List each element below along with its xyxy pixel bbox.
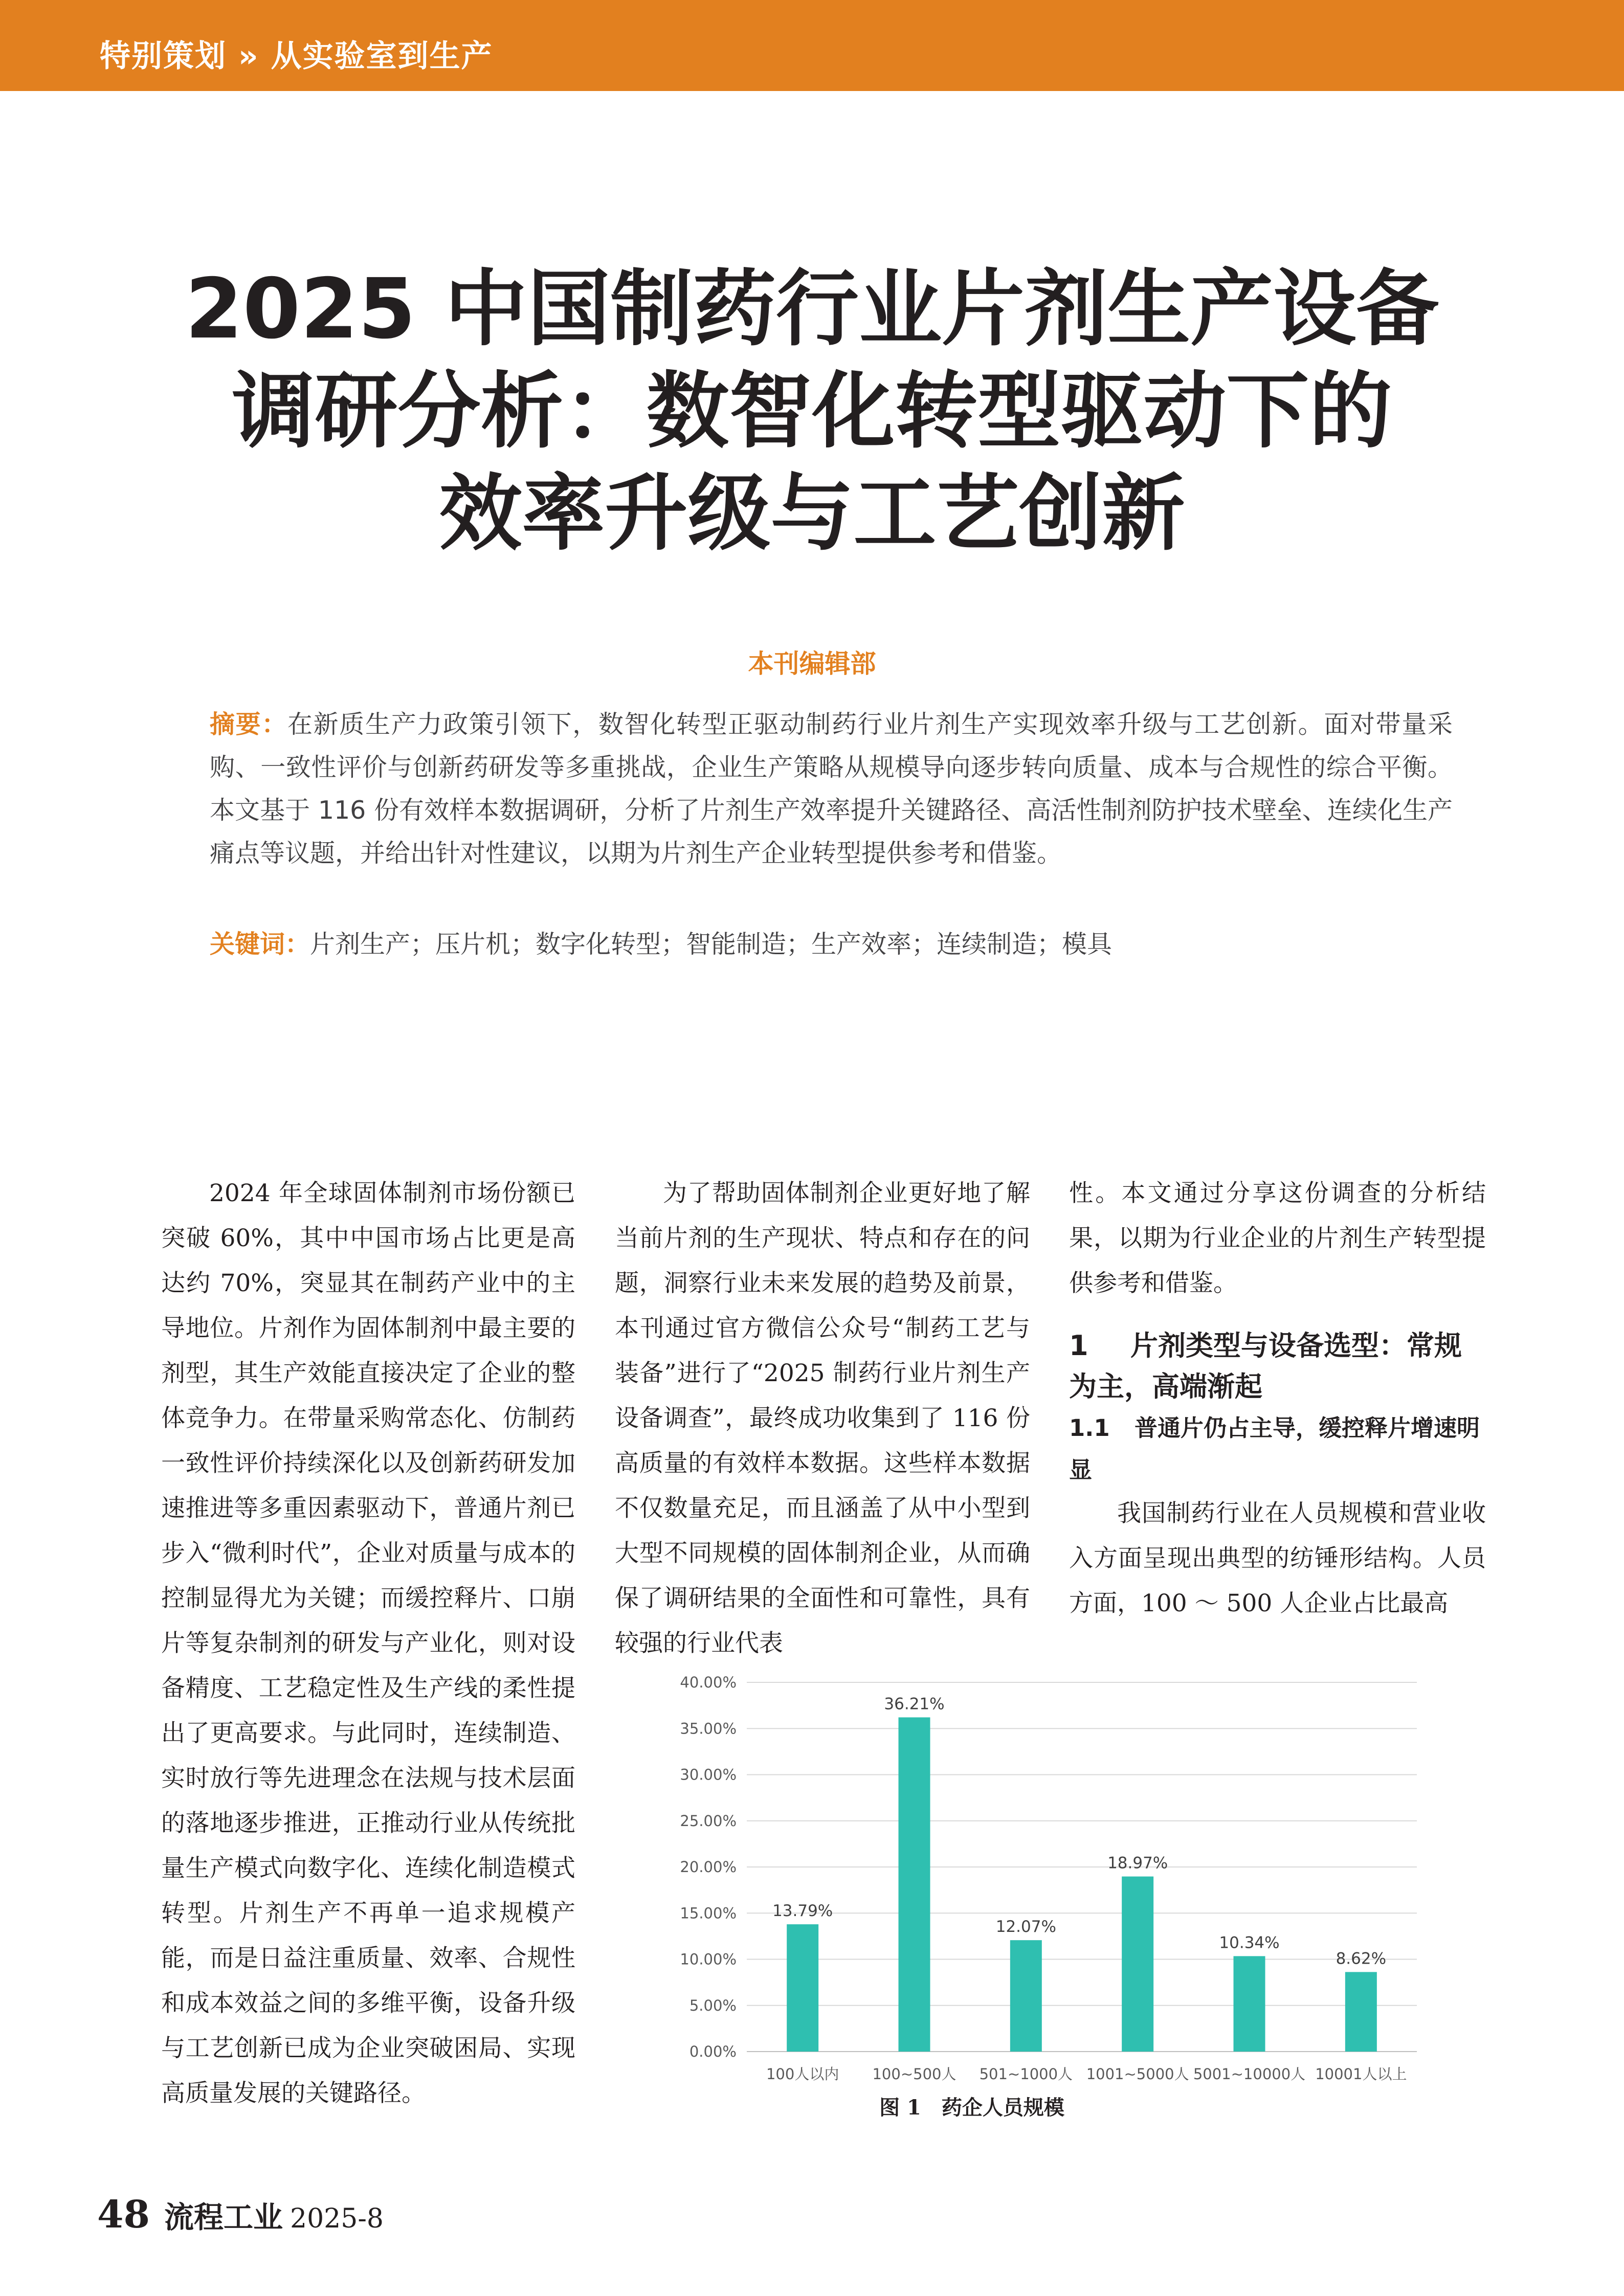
- body-column-2: [615, 1171, 1030, 1666]
- section-heading-text: 片剂类型与设备选型：常规为主，高端渐起: [1069, 1330, 1462, 1403]
- magazine-name: 流程工业: [164, 2200, 283, 2235]
- section-topic: 从实验室到生产: [271, 38, 493, 74]
- paragraph: 为了帮助固体制剂企业更好地了解当前片剂的生产现状、特点和存在的问题，洞察行业未来发展的趋势及前景，本刊通过官方微信公众号“制药工艺与装备”进行了“2025 制药行业片剂生产设备调查”，最终成功收集到了 116 份高质量的有效样本数据。这些样本数据不仅数量充足，而且涵盖了从中小型到大型不同规模的固体制剂企业，从而确保了调研结果的全面性和可靠性，具有较强的行业代表: [615, 1179, 1030, 1657]
- subsection-heading: [1069, 1407, 1486, 1491]
- keywords-label: 关键词：: [210, 930, 310, 959]
- title-line-3: 效率升级与工艺创新: [439, 466, 1185, 562]
- x-tick-label: 501~1000人: [979, 2065, 1073, 2083]
- chart-x-ticks: [766, 2065, 1407, 2083]
- chart-caption: 图 1 药企人员规模: [879, 2096, 1064, 2120]
- title-line-2: 调研分析：数智化转型驱动下的: [232, 364, 1392, 460]
- paragraph: 我国制药行业在人员规模和营业收入方面呈现出典型的纺锤形结构。人员方面，100 ～ 500 人企业占比最高: [1069, 1499, 1486, 1617]
- title-line-1: 2025 中国制药行业片剂生产设备: [185, 261, 1439, 357]
- bar: [1122, 1877, 1153, 2052]
- body-column-1: [161, 1171, 575, 2116]
- data-label: 18.97%: [1107, 1854, 1168, 1873]
- abstract-label: 摘要：: [210, 710, 287, 739]
- keywords-text: 片剂生产；压片机；数字化转型；智能制造；生产效率；连续制造；模具: [310, 930, 1113, 959]
- chart-bars: [787, 1717, 1377, 2052]
- x-tick-label: 1001~5000人: [1086, 2065, 1189, 2083]
- paragraph: 2024 年全球固体制剂市场份额已突破 60%，其中中国市场占比更是高达约 70%，突显其在制药产业中的主导地位。片剂作为固体制剂中最主要的剂型，其生产效能直接决定了企业的整体竞争力。在带量采购常态化、仿制药一致性评价持续深化以及创新药研发加速推进等多重因素驱动下，普通片剂已步入“微利时代”，企业对质量与成本的控制显得尤为关键；而缓控释片、口崩片等复杂制剂的研发与产业化，则对设备精度、工艺稳定性及生产线的柔性提出了更高要求。与此同时，连续制造、实时放行等先进理念在法规与技术层面的落地逐步推进，正推动行业从传统批量生产模式向数字化、连续化制造模式转型。片剂生产不再单一追求规模产能，而是日益注重质量、效率、合规性和成本效益之间的多维平衡，设备升级与工艺创新已成为企业突破困局、实现高质量发展的关键路径。: [161, 1179, 575, 2107]
- data-label: 12.07%: [995, 1918, 1056, 1937]
- section-header: [100, 32, 493, 76]
- x-tick-label: 100人以内: [766, 2065, 839, 2083]
- subsection-number: 1.1: [1069, 1414, 1110, 1442]
- y-tick-label: 30.00%: [680, 1766, 737, 1784]
- data-label: 10.34%: [1219, 1933, 1280, 1952]
- abstract: [210, 703, 1453, 875]
- data-label: 36.21%: [884, 1695, 945, 1714]
- bar: [1010, 1940, 1042, 2052]
- bar: [899, 1717, 930, 2052]
- section-name: 特别策划: [100, 38, 227, 74]
- paragraph-continued: 性。本文通过分享这份调查的分析结果，以期为行业企业的片剂生产转型提供参考和借鉴。: [1069, 1179, 1486, 1297]
- data-label: 8.62%: [1336, 1949, 1387, 1968]
- section-header-bar: [0, 0, 1624, 91]
- y-tick-label: 5.00%: [689, 1996, 737, 2014]
- section-heading: [1069, 1325, 1486, 1407]
- chart-gridlines: [747, 1682, 1417, 2052]
- y-tick-label: 10.00%: [680, 1950, 737, 1968]
- subsection-heading-text: 普通片仍占主导，缓控释片增速明显: [1069, 1414, 1480, 1483]
- bar: [1345, 1972, 1377, 2052]
- staff-size-bar-chart: [650, 1659, 1488, 2130]
- keywords: [210, 923, 1453, 966]
- chart-value-labels: [772, 1695, 1386, 1968]
- y-tick-label: 20.00%: [680, 1858, 737, 1876]
- page-number: 48: [97, 2193, 150, 2237]
- article-title: [92, 258, 1532, 565]
- chart-y-ticks: [680, 1674, 737, 2060]
- x-tick-label: 100~500人: [872, 2065, 956, 2083]
- x-tick-label: 5001~10000人: [1193, 2065, 1306, 2083]
- separator-icon: »: [238, 38, 259, 74]
- bar: [1234, 1956, 1265, 2052]
- y-tick-label: 40.00%: [680, 1674, 737, 1691]
- y-tick-label: 25.00%: [680, 1812, 737, 1830]
- page-footer: [97, 2193, 384, 2237]
- issue-number: 2025-8: [290, 2203, 384, 2234]
- body-column-3: [1069, 1171, 1486, 1626]
- abstract-text: 在新质生产力政策引领下，数智化转型正驱动制药行业片剂生产实现效率升级与工艺创新。面对带量采购、一致性评价与创新药研发等多重挑战，企业生产策略从规模导向逐步转向质量、成本与合规性的综合平衡。本文基于 116 份有效样本数据调研，分析了片剂生产效率提升关键路径、高活性制剂防护技术壁垒、连续化生产痛点等议题，并给出针对性建议，以期为片剂生产企业转型提供参考和借鉴。: [210, 710, 1453, 868]
- byline: 本刊编辑部: [748, 649, 876, 679]
- data-label: 13.79%: [772, 1902, 833, 1921]
- x-tick-label: 10001人以上: [1315, 2065, 1407, 2083]
- bar: [787, 1924, 818, 2052]
- section-number: 1: [1069, 1330, 1088, 1362]
- y-tick-label: 35.00%: [680, 1720, 737, 1738]
- y-tick-label: 0.00%: [689, 2043, 737, 2060]
- y-tick-label: 15.00%: [680, 1904, 737, 1922]
